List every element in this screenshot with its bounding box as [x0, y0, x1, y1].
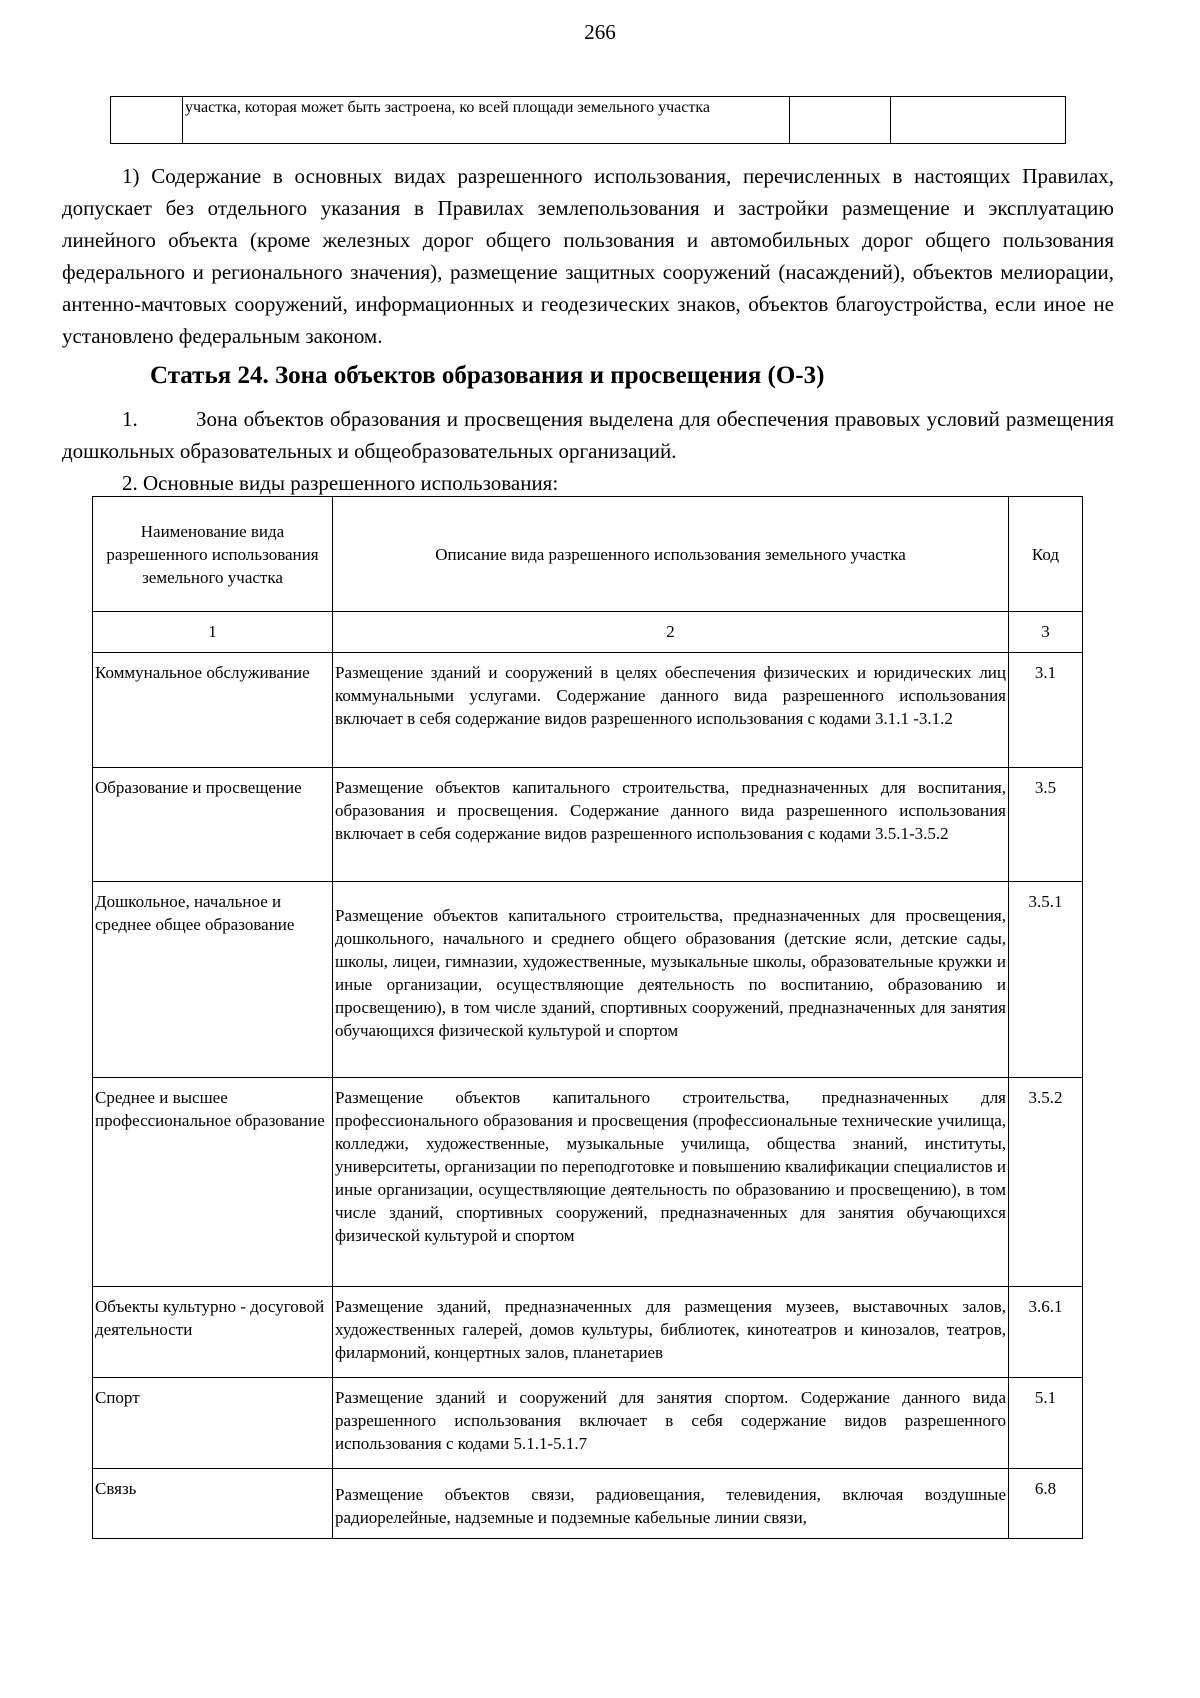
permitted-uses-table	[92, 496, 1083, 1539]
index-cell: 2	[333, 612, 1009, 653]
use-description: Размещение объектов связи, радиовещания, телевидения, включая воздушные радиорелейные, надземные и подземные кабельные линии связи,	[333, 1469, 1009, 1539]
use-name: Дошкольное, начальное и среднее общее образование	[93, 882, 333, 1078]
paragraph-item-2: 2. Основные виды разрешенного использования:	[122, 471, 559, 495]
use-name: Объекты культурно - досуговой деятельности	[93, 1287, 333, 1378]
page-number: 266	[584, 20, 616, 44]
use-code: 3.6.1	[1009, 1287, 1083, 1378]
use-code: 3.5	[1009, 768, 1083, 882]
table-cell	[891, 97, 1066, 144]
use-description: Размещение зданий и сооружений для занятия спортом. Содержание данного вида разрешенного использования включает в себя содержание видов разрешенного использования с кодами 5.1.1-5.1.7	[333, 1378, 1009, 1469]
table-row	[93, 882, 1083, 1078]
header-name: Наименование вида разрешенного использования земельного участка	[93, 497, 333, 612]
item-number: 1.	[122, 407, 138, 431]
index-cell: 1	[93, 612, 333, 653]
table-row	[93, 1287, 1083, 1378]
use-name: Спорт	[93, 1378, 333, 1469]
paragraph-note: 1) Содержание в основных видах разрешенного использования, перечисленных в настоящих Правилах, допускает без отдельного указания в Правилах землепользования и застройки размещение и эксплуатацию линейного объекта (кроме железных дорог общего пользования и автомобильных дорог общего пользования федерального и регионального значения), размещение защитных сооружений (насаждений), объектов мелиорации, антенно-мачтовых сооружений, информационных и геодезических знаков, объектов благоустройства, если иное не установлено федеральным законом.	[62, 164, 1114, 348]
paragraph-item-1	[62, 403, 1114, 467]
header-code: Код	[1009, 497, 1083, 612]
use-name: Связь	[93, 1469, 333, 1539]
use-description: Размещение объектов капитального строительства, предназначенных для просвещения, дошкольного, начального и среднего общего образования (детские ясли, детские сады, школы, лицеи, гимназии, художественные, музыкальные школы, образовательные кружки и иные организации, осуществляющие деятельность по воспитанию, образованию и просвещению), в том числе зданий, спортивных сооружений, предназначенных для занятия обучающихся физической культурой и спортом	[333, 882, 1009, 1078]
table-row	[93, 653, 1083, 768]
use-description: Размещение объектов капитального строительства, предназначенных для воспитания, образования и просвещения. Содержание данного вида разрешенного использования включает в себя содержание видов разрешенного использования с кодами 3.5.1-3.5.2	[333, 768, 1009, 882]
item-text: Зона объектов образования и просвещения выделена для обеспечения правовых условий размещения дошкольных образовательных и общеобразовательных организаций.	[62, 407, 1114, 463]
table-cell: участка, которая может быть застроена, ко всей площади земельного участка	[183, 97, 790, 144]
use-name: Среднее и высшее профессиональное образование	[93, 1078, 333, 1287]
index-cell: 3	[1009, 612, 1083, 653]
use-description: Размещение объектов капитального строительства, предназначенных для профессионального образования и просвещения (профессиональные технические училища, колледжи, художественные, музыкальные училища, общества знаний, институты, университеты, организации по переподготовке и повышению квалификации специалистов и иные организации, осуществляющие деятельность по образованию и просвещению), в том числе зданий, спортивных сооружений, предназначенных для занятия обучающихся физической культурой и спортом	[333, 1078, 1009, 1287]
use-code: 3.1	[1009, 653, 1083, 768]
use-code: 3.5.1	[1009, 882, 1083, 1078]
use-code: 5.1	[1009, 1378, 1083, 1469]
article-heading: Статья 24. Зона объектов образования и просвещения (О-3)	[150, 362, 825, 389]
table-index-row	[93, 612, 1083, 653]
table-row	[93, 768, 1083, 882]
use-description: Размещение зданий, предназначенных для размещения музеев, выставочных залов, художественных галерей, домов культуры, библиотек, кинотеатров и кинозалов, театров, филармоний, концертных залов, планетариев	[333, 1287, 1009, 1378]
table-cell	[790, 97, 891, 144]
header-description: Описание вида разрешенного использования земельного участка	[333, 497, 1009, 612]
use-name: Коммунальное обслуживание	[93, 653, 333, 768]
use-code: 3.5.2	[1009, 1078, 1083, 1287]
use-name: Образование и просвещение	[93, 768, 333, 882]
use-description: Размещение зданий и сооружений в целях обеспечения физических и юридических лиц коммунальными услугами. Содержание данного вида разрешенного использования включает в себя содержание видов разрешенного использования с кодами 3.1.1 -3.1.2	[333, 653, 1009, 768]
table-row	[93, 1078, 1083, 1287]
continuation-table	[110, 96, 1066, 144]
use-code: 6.8	[1009, 1469, 1083, 1539]
table-row	[111, 97, 1066, 144]
table-row	[93, 1378, 1083, 1469]
table-cell	[111, 97, 183, 144]
table-row	[93, 1469, 1083, 1539]
table-header-row	[93, 497, 1083, 612]
